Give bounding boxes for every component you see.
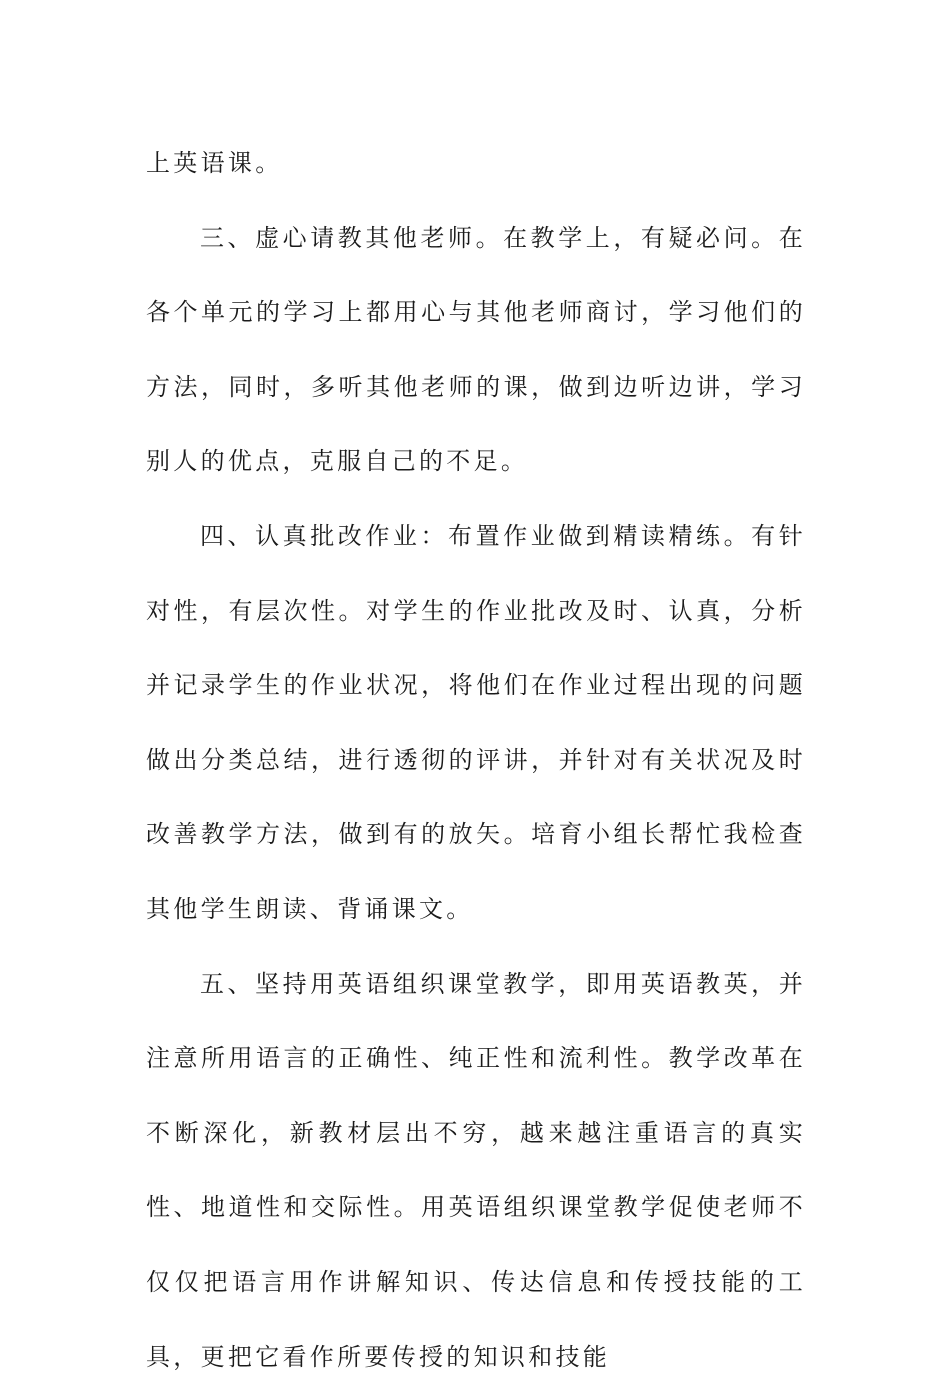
document-body — [146, 126, 806, 1394]
paragraph-continuation: 上英语课。 — [146, 149, 283, 177]
paragraph-section-5: 五、坚持用英语组织课堂教学，即用英语教英，并注意所用语言的正确性、纯正性和流利性。教学改革在不断深化，新教材层出不穷，越来越注重语言的真实性、地道性和交际性。用英语组织课堂教学促使老师不仅仅把语言用作讲解知识、传达信息和传授技能的工具，更把它看作所要传授的知识和技能 — [146, 969, 806, 1371]
paragraph-section-4: 四、认真批改作业：布置作业做到精读精练。有针对性，有层次性。对学生的作业批改及时、认真，分析并记录学生的作业状况，将他们在作业过程出现的问题做出分类总结，进行透彻的评讲，并针对有关状况及时改善教学方法，做到有的放矢。培育小组长帮忙我检查其他学生朗读、背诵课文。 — [146, 521, 806, 923]
paragraph-section-3: 三、虚心请教其他老师。在教学上，有疑必问。在各个单元的学习上都用心与其他老师商讨，学习他们的方法，同时，多听其他老师的课，做到边听边讲，学习别人的优点，克服自己的不足。 — [146, 223, 806, 476]
